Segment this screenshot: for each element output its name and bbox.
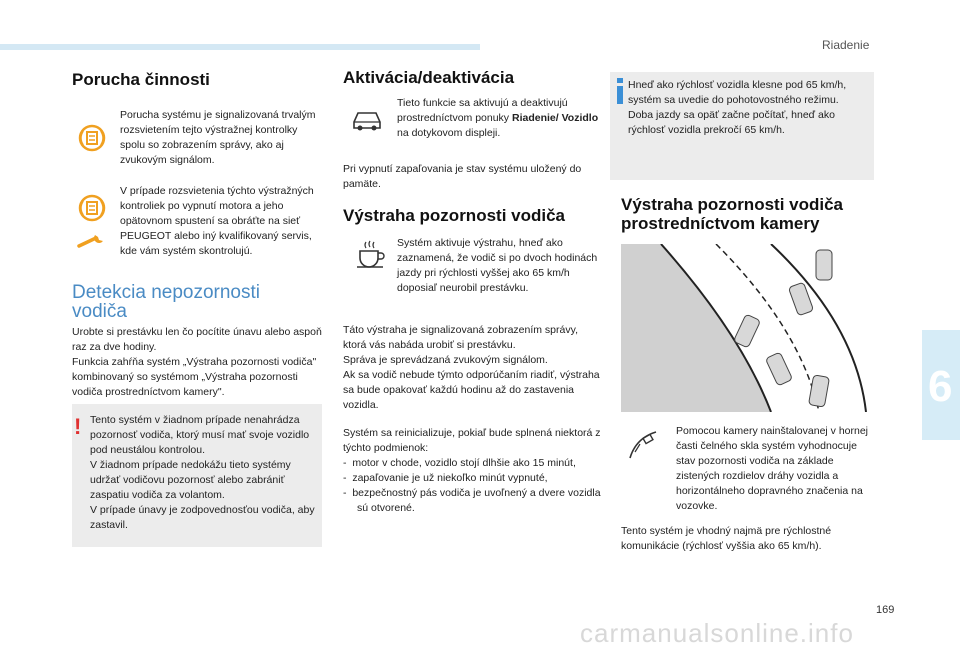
warning-box xyxy=(72,404,322,547)
camera-alert-title xyxy=(621,195,843,233)
alert-description xyxy=(343,323,601,413)
watermark: carmanualsonline.info xyxy=(580,618,854,648)
activation-text-pre: Tieto funkcie sa aktivujú a deaktivujú prostredníctvom ponuky xyxy=(397,97,568,124)
car-settings-icon xyxy=(350,108,384,132)
driver-alert-text: Systém aktivuje výstrahu, hneď ako zaznamená, že vodič si po dvoch hodinách jazdy pri rýchlosti vyššej ako 65 km/h doposiaľ neurobil prestávku. xyxy=(397,237,598,294)
alert-text-3: Ak sa vodič nebude týmto odporúčaním riadiť, výstraha sa bude opakovať každú hodinu až do zastavenia vozidla. xyxy=(343,369,600,411)
info-marker-icon xyxy=(615,78,625,104)
activation-menu-path: Riadenie/ Vozidlo xyxy=(511,112,599,124)
info-line-1: Hneď ako rýchlosť vozidla klesne pod 65 km/h, systém sa uvedie do pohotovostného režimu. xyxy=(628,79,847,106)
road-scene-graphic xyxy=(621,244,873,412)
reset-intro: Systém sa reinicializuje, pokiaľ bude splnená niektorá z týchto podmienok: xyxy=(343,427,601,454)
camera-fault-warning-icon xyxy=(78,124,106,152)
warning-line-2: V žiadnom prípade nedokážu tieto systémy udržať vodičovu pozornosť alebo zabrániť zaspatiu vodiča za volantom. xyxy=(90,459,291,501)
section-label: Riadenie xyxy=(822,38,870,52)
inattention-text-2: Funkcia zahŕňa systém „Výstraha pozornosti vodiča" kombinovaný so systémom „Výstraha pozornosti vodiča prostredníctvom kamery". xyxy=(72,356,317,398)
inattention-title-line1: Detekcia nepozornosti xyxy=(72,282,260,303)
chapter-tab xyxy=(922,330,960,440)
alert-text-2: Správa je sprevádzaná zvukovým signálom. xyxy=(343,354,548,366)
coffee-cup-icon xyxy=(354,240,388,270)
memory-text: Pri vypnutí zapaľovania je stav systému uložený do pamäte. xyxy=(343,163,582,190)
fault-text-1: Porucha systému je signalizovaná trvalým rozsvietením tejto výstražnej kontrolky spolu so zobrazením správy, ako aj zvukovým signálom. xyxy=(120,109,316,166)
list-item: - zapaľovanie je už niekoľko minút vypnuté, xyxy=(343,472,548,484)
windshield-camera-icon xyxy=(626,428,660,462)
camera-title-line2: prostredníctvom kamery xyxy=(621,214,820,233)
warning-line-3: V prípade únavy je zodpovednosťou vodiča, aby zastavil. xyxy=(90,504,315,531)
activation-text xyxy=(397,96,599,141)
wrench-service-icon xyxy=(76,232,108,250)
alert-text-1: Táto výstraha je signalizovaná zobrazením správy, ktorá vás nabáda urobiť si prestávku. xyxy=(343,324,578,351)
lane-fault-warning-icon xyxy=(78,194,106,222)
warning-text xyxy=(90,413,318,533)
list-item: - bezpečnostný pás vodiča je uvoľnený a dvere vozidla sú otvorené. xyxy=(343,487,601,514)
inattention-title xyxy=(72,283,260,321)
header-accent-bar xyxy=(0,44,480,50)
chapter-number: 6 xyxy=(928,362,953,411)
fault-title: Porucha činnosti xyxy=(72,70,210,89)
driver-alert-title: Výstraha pozornosti vodiča xyxy=(343,206,565,225)
inattention-title-line2: vodiča xyxy=(72,301,127,322)
page-number: 169 xyxy=(876,604,895,616)
activation-text-post: na dotykovom displeji. xyxy=(397,127,501,139)
road-illustration xyxy=(621,244,873,412)
warning-line-1: Tento systém v žiadnom prípade nenahrádza pozornosť vodiča, ktorý musí mať svoje vozidlo pod neustálou kontrolou. xyxy=(90,414,310,456)
info-box xyxy=(610,72,874,180)
camera-description: Pomocou kamery nainštalovanej v hornej časti čelného skla systém vyhodnocuje stav pozornosti vodiča na základe zistených rozdielov dráhy vozidla a horizontálneho dopravného značenia na vozovke. xyxy=(676,425,869,512)
reset-conditions xyxy=(343,426,601,516)
camera-title-line1: Výstraha pozornosti vodiča xyxy=(621,195,843,214)
fault-text-2: V prípade rozsvietenia týchto výstražných kontroliek po vypnutí motora a jeho opätovnom spustení sa obráťte na sieť PEUGEOT alebo iný kvalifikovaný servis, kde vám systém skontrolujú. xyxy=(120,185,314,257)
info-line-2: Doba jazdy sa opäť začne počítať, hneď ako rýchlosť vozidla prekročí 65 km/h. xyxy=(628,109,835,136)
activation-title: Aktivácia/deaktivácia xyxy=(343,68,515,87)
inattention-intro xyxy=(72,325,324,400)
list-item: - motor v chode, vozidlo stojí dlhšie ako 15 minút, xyxy=(343,457,576,469)
camera-suitability: Tento systém je vhodný najmä pre rýchlostné komunikácie (rýchlosť vyššia ako 65 km/h). xyxy=(621,525,832,552)
warning-marker-icon: ! xyxy=(74,414,82,439)
inattention-text-1: Urobte si prestávku len čo pocítite únavu alebo aspoň raz za dve hodiny. xyxy=(72,326,322,353)
info-text xyxy=(628,78,868,138)
